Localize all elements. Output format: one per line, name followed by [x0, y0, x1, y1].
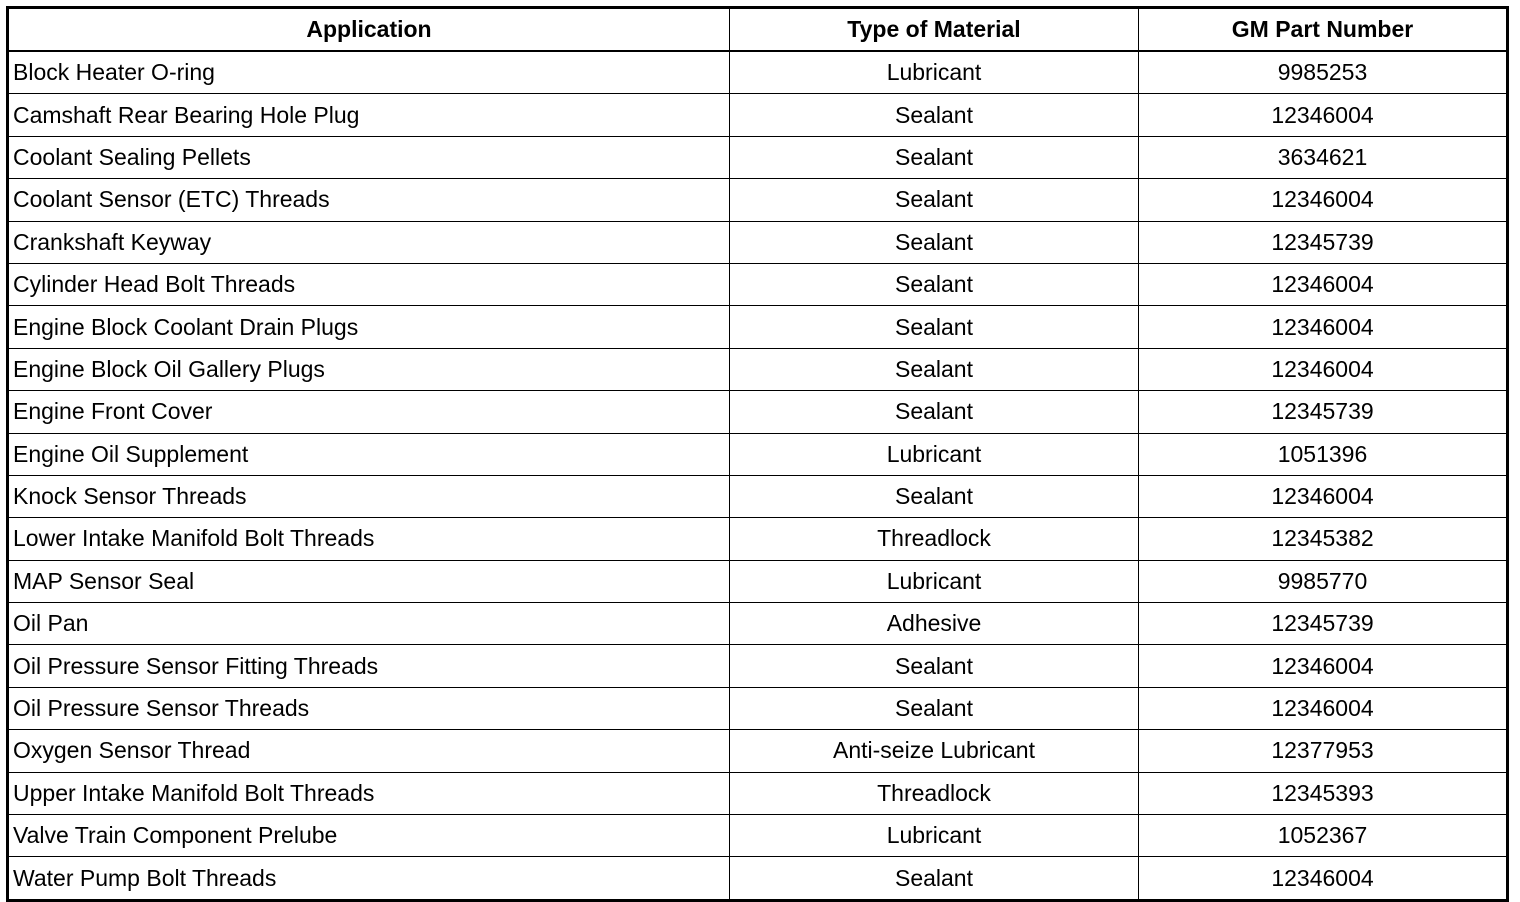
- table-row: [8, 772, 1508, 814]
- cell-gm-part-number: 12345739: [1139, 221, 1508, 263]
- cell-type-of-material: Lubricant: [730, 560, 1139, 602]
- cell-gm-part-number: 12346004: [1139, 348, 1508, 390]
- cell-gm-part-number: 12345739: [1139, 603, 1508, 645]
- cell-application: Camshaft Rear Bearing Hole Plug: [8, 94, 730, 136]
- table-row: [8, 51, 1508, 94]
- table-row: [8, 263, 1508, 305]
- cell-type-of-material: Sealant: [730, 857, 1139, 900]
- cell-gm-part-number: 3634621: [1139, 136, 1508, 178]
- cell-type-of-material: Sealant: [730, 348, 1139, 390]
- cell-gm-part-number: 12377953: [1139, 730, 1508, 772]
- cell-application: MAP Sensor Seal: [8, 560, 730, 602]
- cell-type-of-material: Threadlock: [730, 518, 1139, 560]
- table-row: [8, 603, 1508, 645]
- cell-gm-part-number: 12346004: [1139, 306, 1508, 348]
- table-row: [8, 306, 1508, 348]
- cell-gm-part-number: 1051396: [1139, 433, 1508, 475]
- cell-type-of-material: Sealant: [730, 391, 1139, 433]
- table-row: [8, 645, 1508, 687]
- sealants-adhesives-lubricants-table: [6, 6, 1509, 902]
- header-row: [8, 8, 1508, 52]
- table-row: [8, 518, 1508, 560]
- cell-application: Coolant Sealing Pellets: [8, 136, 730, 178]
- cell-type-of-material: Lubricant: [730, 51, 1139, 94]
- cell-type-of-material: Sealant: [730, 221, 1139, 263]
- cell-application: Oil Pressure Sensor Threads: [8, 687, 730, 729]
- cell-application: Oil Pan: [8, 603, 730, 645]
- table-header: [8, 8, 1508, 52]
- cell-application: Engine Front Cover: [8, 391, 730, 433]
- cell-gm-part-number: 12346004: [1139, 179, 1508, 221]
- cell-application: Valve Train Component Prelube: [8, 815, 730, 857]
- cell-type-of-material: Sealant: [730, 136, 1139, 178]
- cell-gm-part-number: 12346004: [1139, 475, 1508, 517]
- cell-gm-part-number: 12345393: [1139, 772, 1508, 814]
- cell-gm-part-number: 12345382: [1139, 518, 1508, 560]
- table-row: [8, 560, 1508, 602]
- cell-type-of-material: Threadlock: [730, 772, 1139, 814]
- cell-application: Engine Block Oil Gallery Plugs: [8, 348, 730, 390]
- cell-type-of-material: Lubricant: [730, 815, 1139, 857]
- cell-application: Block Heater O-ring: [8, 51, 730, 94]
- cell-type-of-material: Sealant: [730, 94, 1139, 136]
- cell-type-of-material: Anti-seize Lubricant: [730, 730, 1139, 772]
- cell-gm-part-number: 12346004: [1139, 645, 1508, 687]
- table-row: [8, 475, 1508, 517]
- sealants-adhesives-lubricants-table-container: [6, 6, 1506, 902]
- cell-type-of-material: Sealant: [730, 475, 1139, 517]
- cell-gm-part-number: 12345739: [1139, 391, 1508, 433]
- cell-type-of-material: Sealant: [730, 263, 1139, 305]
- cell-application: Cylinder Head Bolt Threads: [8, 263, 730, 305]
- table-row: [8, 94, 1508, 136]
- table-body: [8, 51, 1508, 900]
- cell-application: Engine Oil Supplement: [8, 433, 730, 475]
- cell-application: Upper Intake Manifold Bolt Threads: [8, 772, 730, 814]
- cell-type-of-material: Lubricant: [730, 433, 1139, 475]
- cell-application: Coolant Sensor (ETC) Threads: [8, 179, 730, 221]
- cell-type-of-material: Sealant: [730, 687, 1139, 729]
- header-gm-part-number: GM Part Number: [1139, 8, 1508, 52]
- table-row: [8, 857, 1508, 900]
- cell-application: Oxygen Sensor Thread: [8, 730, 730, 772]
- cell-gm-part-number: 12346004: [1139, 857, 1508, 900]
- cell-gm-part-number: 9985253: [1139, 51, 1508, 94]
- cell-application: Knock Sensor Threads: [8, 475, 730, 517]
- table-row: [8, 179, 1508, 221]
- table-row: [8, 391, 1508, 433]
- table-row: [8, 687, 1508, 729]
- cell-application: Lower Intake Manifold Bolt Threads: [8, 518, 730, 560]
- table-row: [8, 221, 1508, 263]
- table-row: [8, 136, 1508, 178]
- table-row: [8, 348, 1508, 390]
- cell-type-of-material: Sealant: [730, 645, 1139, 687]
- cell-gm-part-number: 12346004: [1139, 94, 1508, 136]
- cell-type-of-material: Adhesive: [730, 603, 1139, 645]
- cell-application: Engine Block Coolant Drain Plugs: [8, 306, 730, 348]
- table-row: [8, 815, 1508, 857]
- cell-gm-part-number: 12346004: [1139, 263, 1508, 305]
- cell-type-of-material: Sealant: [730, 306, 1139, 348]
- header-type-of-material: Type of Material: [730, 8, 1139, 52]
- cell-gm-part-number: 1052367: [1139, 815, 1508, 857]
- cell-application: Crankshaft Keyway: [8, 221, 730, 263]
- table-row: [8, 730, 1508, 772]
- table-row: [8, 433, 1508, 475]
- cell-gm-part-number: 12346004: [1139, 687, 1508, 729]
- cell-application: Water Pump Bolt Threads: [8, 857, 730, 900]
- cell-gm-part-number: 9985770: [1139, 560, 1508, 602]
- cell-application: Oil Pressure Sensor Fitting Threads: [8, 645, 730, 687]
- cell-type-of-material: Sealant: [730, 179, 1139, 221]
- header-application: Application: [8, 8, 730, 52]
